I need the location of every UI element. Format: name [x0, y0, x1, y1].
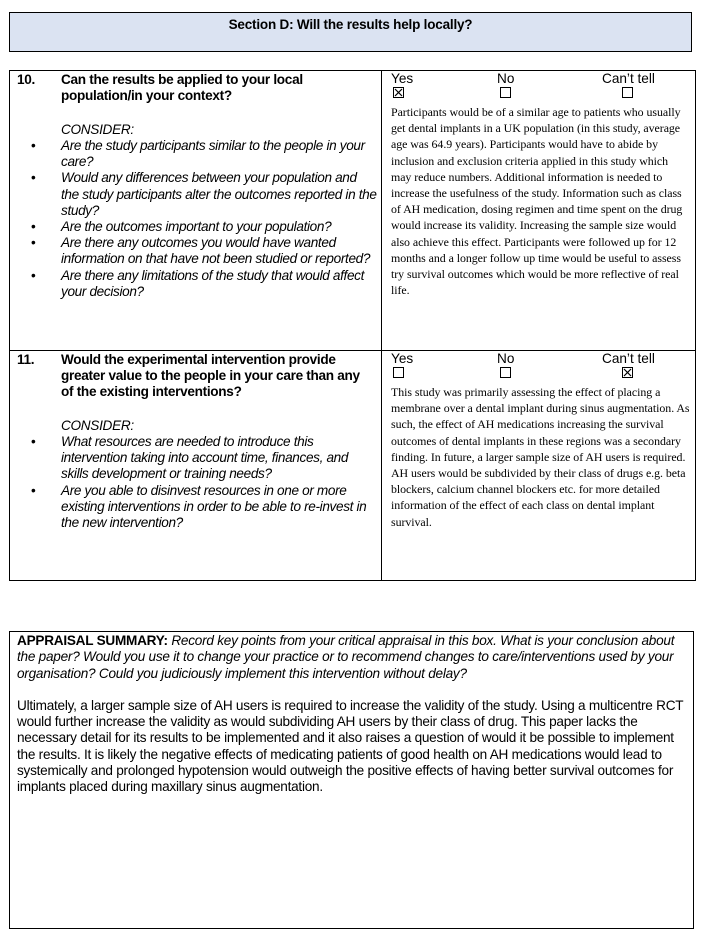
bullet-icon: •: [31, 482, 36, 498]
option-no-label: No: [497, 71, 515, 86]
option-yes-label: Yes: [391, 351, 414, 366]
no-checkbox[interactable]: [500, 367, 511, 378]
consider-item: [31, 170, 377, 219]
option-checkboxes: [382, 366, 695, 383]
checked-x-icon: [394, 88, 403, 97]
cant-tell-checkbox[interactable]: [622, 367, 633, 378]
bullet-icon: •: [31, 138, 36, 153]
consider-item-text: Are you able to disinvest resources in one or more existing interventions in order to be able to re-invest in the new intervention?: [61, 482, 367, 531]
option-labels: [382, 71, 695, 86]
yes-checkbox[interactable]: [393, 87, 404, 98]
option-cant-tell-label: Can’t tell: [602, 351, 655, 366]
consider-item-text: Are there any limitations of the study that would affect your decision?: [61, 267, 365, 299]
consider-item-text: Are the study participants similar to the people in your care?: [61, 138, 365, 170]
consider-item: [31, 219, 377, 235]
bullet-icon: •: [31, 170, 36, 186]
answer-cell: [382, 351, 696, 581]
consider-block: [31, 122, 381, 300]
consider-item: [31, 434, 377, 483]
consider-block: [31, 418, 381, 531]
bullet-icon: •: [31, 434, 36, 449]
bullet-icon: •: [31, 219, 36, 235]
summary-header: [17, 633, 687, 682]
consider-list: [31, 138, 381, 300]
question-cell: [10, 351, 382, 581]
option-labels: [382, 351, 695, 366]
checked-x-icon: [623, 368, 632, 377]
consider-item-text: Are there any outcomes you would have wanted information on that have not been studied or reported?: [61, 235, 371, 267]
section-header: [9, 12, 692, 52]
summary-label: APPRAISAL SUMMARY:: [17, 633, 168, 648]
answer-text: This study was primarily assessing the effect of placing a membrane over a dental implant during sinus augmentation. As such, the effect of AH medications increasing the survival outcomes of dental implants in these regions was a secondary finding. In future, a larger sample size of AH users is required. AH users would be subdivided by their class of drugs e.g. beta blockers, calcium channel blockers etc. for more detailed information of the effect of each class on dental implant survival.: [391, 385, 690, 529]
no-checkbox[interactable]: [500, 87, 511, 98]
summary-prompt: Record key points from your critical appraisal in this box. What is your conclusion about the paper? Would you use it to change your practice or to recommend changes to care/interventions used by your organisation? Could you judiciously implement this intervention without delay?: [17, 633, 675, 681]
answer-cell: [382, 71, 696, 351]
answer-text: Participants would be of a similar age to patients who usually get dental implants in a UK population (in this study, average age was 64.9 years). Participants would have to abide by inclusion and exclusion criteria applied in this study which may reduce numbers. Additional information is needed to increase the usefulness of the study. Information such as class of AH medication, dosing regimen and time spent on the drug would increase its validity. Increasing the sample size would also achieve this effect. Participants were followed up for 12 months and a longer follow up time would be useful to assess try survival outcomes which would be more reflective of real life.: [391, 105, 683, 298]
consider-item-text: Are the outcomes important to your population?: [61, 219, 332, 235]
question-title: Would the experimental intervention provide greater value to the people in your care than any of the existing interventions?: [61, 352, 360, 399]
option-checkboxes: [382, 86, 695, 103]
bullet-icon: •: [31, 235, 36, 251]
consider-item: [31, 138, 377, 170]
question-heading: [10, 72, 381, 104]
summary-text: Ultimately, a larger sample size of AH users is required to increase the validity of the study. Using a multicentre RCT would further increase the validity as would subdividing AH users by their class of drug. This paper lacks the necessary detail for its results to be implemented and it also raises a question of would it be possible to implement the results. It is likely the negative effects of medicating patients of good health on AH medications would lead to systemically and prolonged hypotension would outweigh the positive effects of having better survival outcomes for implants placed during maxillary sinus augmentation.: [17, 697, 684, 795]
consider-item-text: Would any differences between your population and the study participants alter the outcomes reported in the study?: [61, 170, 377, 218]
consider-label: CONSIDER:: [61, 122, 134, 137]
yes-checkbox[interactable]: [393, 367, 404, 378]
cant-tell-checkbox[interactable]: [622, 87, 633, 98]
consider-label: CONSIDER:: [61, 418, 134, 433]
question-cell: [10, 71, 382, 351]
consider-item: [31, 268, 377, 300]
question-row: [10, 351, 696, 581]
consider-item: [31, 235, 377, 267]
option-cant-tell-label: Can’t tell: [602, 71, 655, 86]
question-heading: [10, 352, 381, 400]
question-row: [10, 71, 696, 351]
question-number: 10.: [17, 72, 35, 87]
section-title: Section D: Will the results help locally?: [228, 17, 473, 32]
consider-list: [31, 434, 381, 531]
option-no-label: No: [497, 351, 515, 366]
consider-item: [31, 483, 377, 532]
question-number: 11.: [17, 352, 35, 367]
appraisal-summary-box[interactable]: [9, 631, 694, 929]
option-yes-label: Yes: [391, 71, 414, 86]
consider-item-text: What resources are needed to introduce this intervention taking into account time, finances, and skills development or training needs?: [61, 434, 349, 482]
bullet-icon: •: [31, 267, 36, 283]
questions-table: [9, 70, 696, 581]
question-title: Can the results be applied to your local population/in your context?: [61, 72, 303, 103]
